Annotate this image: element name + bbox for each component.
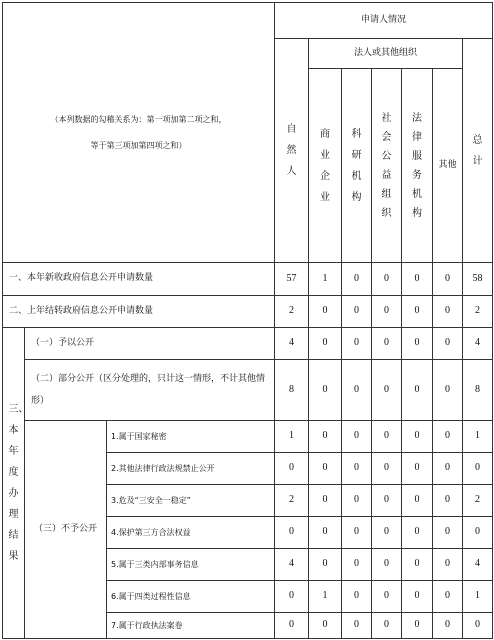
cell-value: 58 [463,263,493,296]
row-label-denied-item: 5.属于三类内部事务信息 [107,549,275,581]
cell-value: 2 [275,296,309,328]
cell-value: 0 [342,581,372,613]
disclosure-statistics-table [2,2,493,639]
cell-value: 4 [463,549,493,581]
cell-value: 0 [275,581,309,613]
natural-person-header: 自然人 [275,39,309,263]
cell-value: 0 [372,453,402,485]
cell-value: 0 [342,517,372,549]
cell-value: 0 [309,328,342,360]
cell-value: 0 [342,453,372,485]
cell-value: 0 [433,613,463,639]
cell-value: 0 [372,263,402,296]
cell-value: 0 [275,613,309,639]
cell-value: 4 [275,549,309,581]
cell-value: 1 [309,263,342,296]
cell-value: 0 [372,421,402,453]
other-header: 其他 [433,69,463,263]
cell-value: 1 [275,421,309,453]
cell-value: 57 [275,263,309,296]
table-row [3,328,493,360]
cell-value: 0 [309,453,342,485]
cell-value: 0 [309,360,342,421]
row-label-new-requests: 一、本年新收政府信息公开申请数量 [3,263,275,296]
cell-value: 0 [309,549,342,581]
cell-value: 0 [463,453,493,485]
cell-value: 0 [309,517,342,549]
total-header: 总计 [463,39,493,263]
legal-person-group-header: 法人或其他组织 [309,39,463,69]
cell-value: 4 [463,328,493,360]
cell-value: 0 [402,296,433,328]
cell-value: 0 [433,485,463,517]
denied-label-cell: （三）不予公开 [25,421,107,639]
row-label-approved: （一）予以公开 [25,328,275,360]
cell-value: 0 [342,485,372,517]
cell-value: 0 [342,613,372,639]
table-row [3,263,493,296]
cell-value: 0 [402,613,433,639]
cell-value: 0 [433,263,463,296]
row-label-denied-item: 6.属于四类过程性信息 [107,581,275,613]
cell-value: 0 [342,263,372,296]
cell-value: 0 [433,581,463,613]
cell-value: 0 [309,421,342,453]
cell-value: 0 [309,613,342,639]
cell-value: 4 [275,328,309,360]
cell-value: 0 [402,453,433,485]
cell-value: 0 [433,517,463,549]
cell-value: 0 [372,549,402,581]
cell-value: 0 [372,581,402,613]
cell-value: 0 [309,485,342,517]
legal-service-org-header: 法律服务机构 [402,69,433,263]
commercial-enterprise-header: 商业企业 [309,69,342,263]
cell-value: 0 [309,296,342,328]
cell-value: 0 [372,296,402,328]
table-row [3,421,493,453]
row-label-denied-item: 1.属于国家秘密 [107,421,275,453]
cell-value: 0 [433,360,463,421]
cell-value: 0 [342,549,372,581]
disclosure-statistics-table-container [2,2,493,639]
cell-value: 0 [463,517,493,549]
cell-value: 0 [372,613,402,639]
applicant-situation-header: 申请人情况 [275,3,493,39]
cell-value: 0 [463,613,493,639]
header-note-line2: 等于第三项加第四项之和） [90,140,187,150]
cell-value: 0 [372,517,402,549]
row-label-denied-item: 2.其他法律行政法规禁止公开 [107,453,275,485]
cell-value: 0 [275,453,309,485]
cell-value: 0 [433,296,463,328]
cell-value: 0 [342,296,372,328]
header-note-line1: （本列数据的勾稽关系为：第一项加第二项之和， [50,114,227,124]
row-label-carried-over: 二、上年结转政府信息公开申请数量 [3,296,275,328]
cell-value: 0 [402,360,433,421]
cell-value: 0 [433,453,463,485]
cell-value: 1 [309,581,342,613]
cell-value: 2 [463,296,493,328]
cell-value: 0 [402,517,433,549]
cell-value: 0 [342,328,372,360]
table-row [3,360,493,421]
cell-value: 0 [402,263,433,296]
row-label-partial: （二）部分公开（区分处理的，只计这一情形，不计其他情形） [25,360,275,421]
cell-value: 1 [463,581,493,613]
cell-value: 0 [372,485,402,517]
research-institution-header: 科研机构 [342,69,372,263]
cell-value: 0 [433,328,463,360]
cell-value: 0 [342,360,372,421]
social-welfare-org-header: 社会公益组织 [372,69,402,263]
row-label-denied-item: 3.危及“三安全一稳定” [107,485,275,517]
cell-value: 0 [342,421,372,453]
cell-value: 1 [463,421,493,453]
cell-value: 2 [463,485,493,517]
cell-value: 0 [402,549,433,581]
cell-value: 0 [402,328,433,360]
cell-value: 0 [433,549,463,581]
table-row [3,296,493,328]
cell-value: 0 [372,328,402,360]
cell-value: 0 [402,485,433,517]
cell-value: 8 [275,360,309,421]
header-note-cell [3,3,275,263]
cell-value: 8 [463,360,493,421]
section3-label-cell: 三、本年度办理结果 [3,328,25,639]
cell-value: 0 [433,421,463,453]
cell-value: 0 [402,581,433,613]
cell-value: 0 [275,517,309,549]
cell-value: 2 [275,485,309,517]
row-label-denied-item: 4.保护第三方合法权益 [107,517,275,549]
cell-value: 0 [402,421,433,453]
row-label-denied-item: 7.属于行政执法案卷 [107,613,275,639]
cell-value: 0 [372,360,402,421]
